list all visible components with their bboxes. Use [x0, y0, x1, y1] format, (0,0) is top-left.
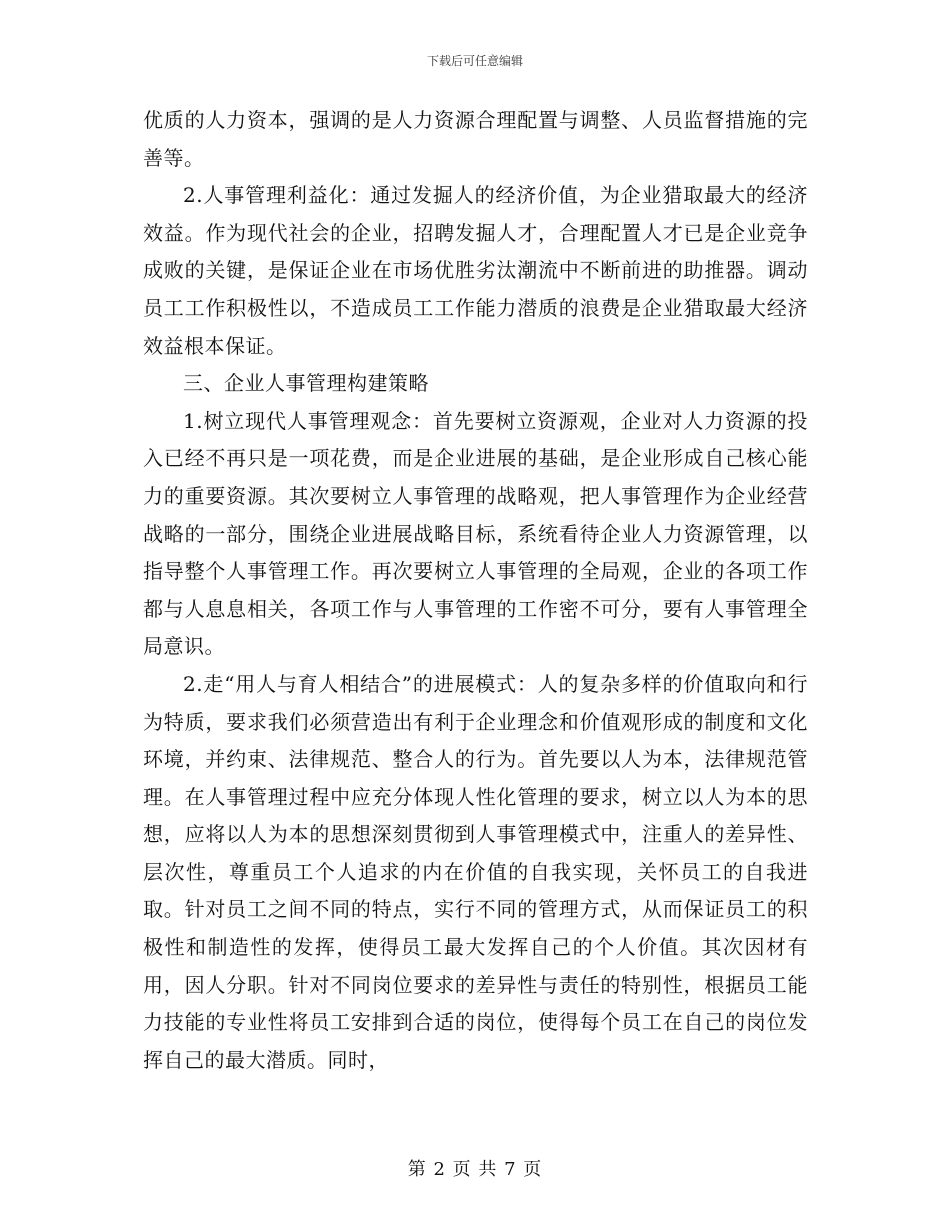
page-number: 第 2 页 共 7 页 [407, 1159, 543, 1180]
document-body [143, 102, 808, 1079]
paragraph: 2.走“用人与育人相结合”的进展模式：人的复杂多样的价值取向和行为特质，要求我们必须营造出有利于企业理念和价值观形成的制度和文化环境，并约束、法律规范、整合人的行为。首先要以人为本，法律规范管理。在人事管理过程中应充分体现人性化管理的要求，树立以人为本的思想，应将以人为本的思想深刻贯彻到人事管理模式中，注重人的差异性、层次性，尊重员工个人追求的内在价值的自我实现，关怀员工的自我进取。针对员工之间不同的特点，实行不同的管理方式，从而保证员工的积极性和制造性的发挥，使得员工最大发挥自己的个人价值。其次因材有用，因人分职。针对不同岗位要求的差异性与责任的特别性，根据员工能力技能的专业性将员工安排到合适的岗位，使得每个员工在自己的岗位发挥自己的最大潜质。同时， [143, 671, 808, 1072]
paragraph: 2.人事管理利益化：通过发掘人的经济价值，为企业猎取最大的经济效益。作为现代社会的企业，招聘发掘人才，合理配置人才已是企业竞争成败的关键，是保证企业在市场优胜劣汰潮流中不断前进的助推器。调动员工工作积极性以，不造成员工工作能力潜质的浪费是企业猎取最大经济效益根本保证。 [143, 183, 808, 358]
section-heading: 三、企业人事管理构建策略 [183, 371, 429, 396]
paragraph: 优质的人力资本，强调的是人力资源合理配置与调整、人员监督措施的完善等。 [143, 108, 808, 170]
paragraph: 1.树立现代人事管理观念：首先要树立资源观，企业对人力资源的投入已经不再只是一项花费，而是企业进展的基础，是企业形成自己核心能力的重要资源。其次要树立人事管理的战略观，把人事管理作为企业经营战略的一部分，围绕企业进展战略目标，系统看待企业人力资源管理，以指导整个人事管理工作。再次要树立人事管理的全局观，企业的各项工作都与人息息相关，各项工作与人事管理的工作密不可分，要有人事管理全局意识。 [143, 408, 808, 659]
page-header: 下载后可任意编辑 [426, 54, 523, 68]
